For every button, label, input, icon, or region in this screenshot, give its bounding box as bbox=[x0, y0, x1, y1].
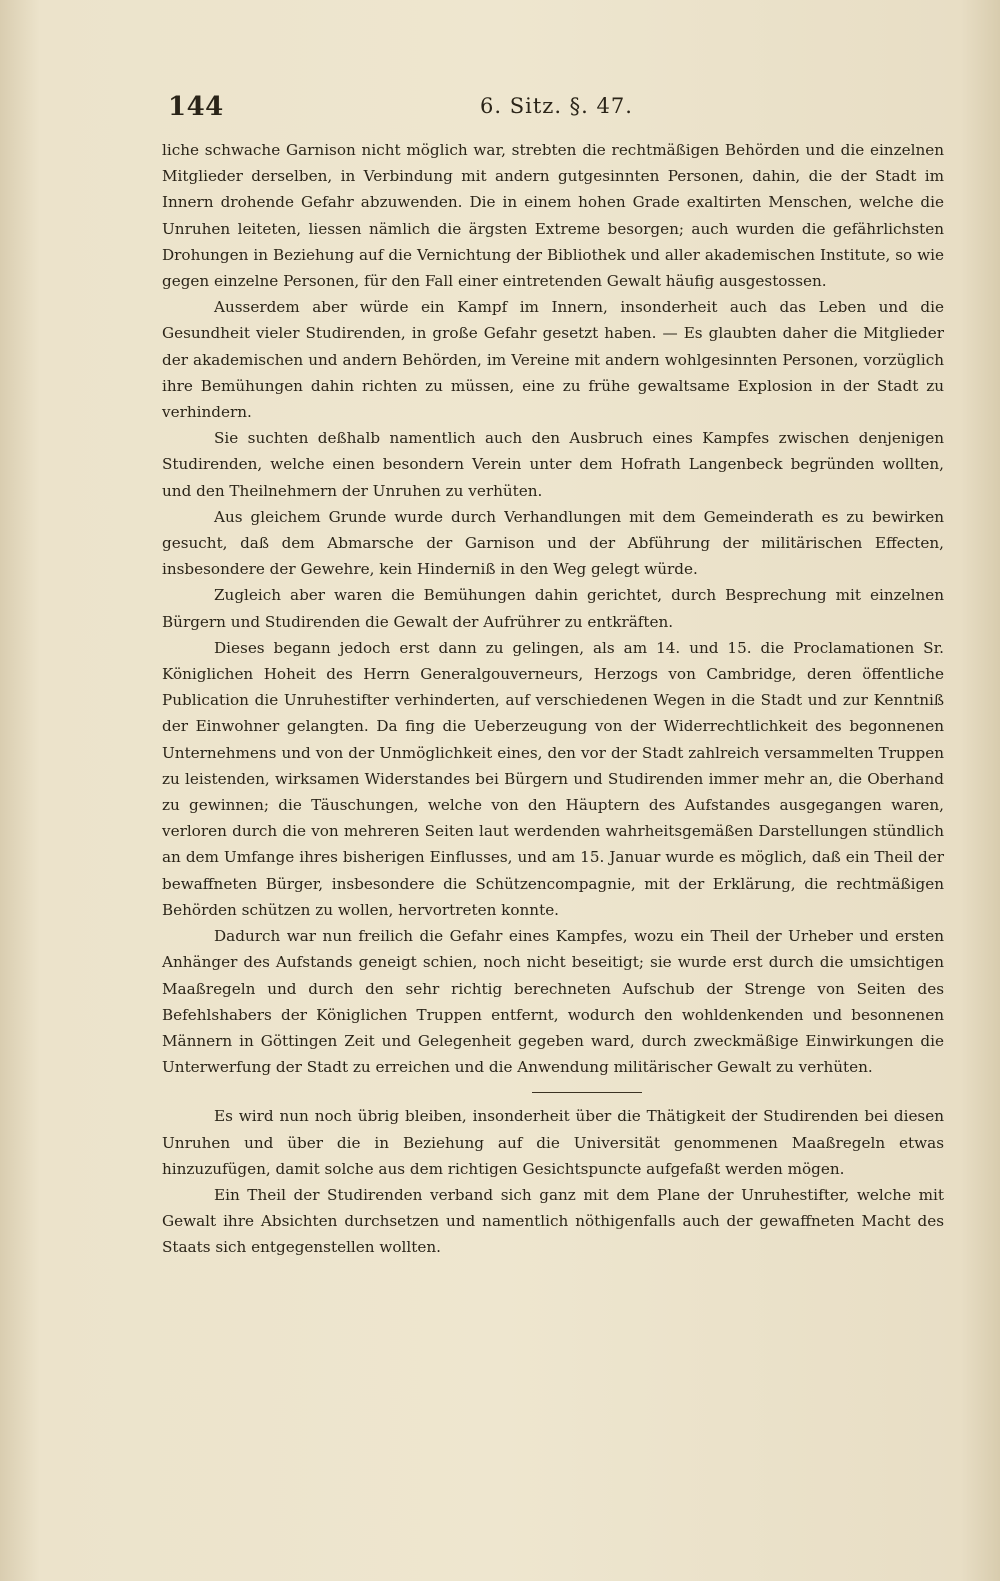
page-number: 144 bbox=[168, 92, 224, 122]
paragraph: Ein Theil der Studirenden verband sich ganz mit dem Plane der Unruhestifter, welche mit Gewalt ihre Absichten durchsetzen und namentlich nöthigenfalls auch der gewaffneten Macht des Staats sich entgegenstellen wollten. bbox=[162, 1185, 944, 1257]
paragraph: Sie suchten deßhalb namentlich auch den Ausbruch eines Kampfes zwischen denjenigen Studirenden, welche einen besondern Verein unter dem Hofrath Langenbeck begründen wollten, und den Theilnehmern der Unruhen zu verhüten. bbox=[162, 429, 944, 500]
page-header bbox=[168, 92, 868, 132]
paragraph: Dieses begann jedoch erst dann zu gelingen, als am 14. und 15. die Proclamationen Sr. Königlichen Hoheit des Herrn Generalgouverneurs, Herzogs von Cambridge, deren öffentliche Publication die Unruhestifter verhinderten, auf verschiedenen Wegen in die Stadt und zur Kenntniß der Einwohner gelangten. Da fing die Ueberzeugung von der Widerrechtlichkeit des begonnenen Unternehmens und von der Unmöglichkeit eines, den vor der Stadt zahlreich versammelten Truppen zu leistenden, wirksamen Widerstandes bei Bürgern und Studirenden immer mehr an, die Oberhand zu gewinnen; die Täuschungen, welche von den Häuptern des Aufstandes ausgegangen waren, verloren durch die von mehreren Seiten laut werdenden wahrheitsgemäßen Darstellungen stündlich an dem Umfange ihres bisherigen Einflusses, und am 15. Januar wurde es möglich, daß ein Theil der bewaffneten Bürger, insbesondere die Schützencompagnie, mit der Erklärung, die rechtmäßigen Behörden schützen zu wollen, hervortreten konnte. bbox=[162, 638, 944, 919]
paragraph: liche schwache Garnison nicht möglich war, strebten die rechtmäßigen Behörden und die einzelnen Mitglieder derselben, in Verbindung mit andern gutgesinnten Personen, dahin, die der Stadt im Innern drohende Gefahr abzuwenden. Die in einem hohen Grade exaltirten Menschen, welche die Unruhen leiteten, liessen nämlich die ärgsten Extreme besorgen; auch wurden die gefährlichsten Drohungen in Beziehung auf die Vernichtung der Bibliothek und aller akademischen Institute, so wie gegen einzelne Personen, für den Fall einer eintretenden Gewalt häufig ausgestossen. bbox=[162, 141, 944, 291]
paragraph: Dadurch war nun freilich die Gefahr eines Kampfes, wozu ein Theil der Urheber und ersten Anhänger des Aufstands geneigt schien, noch nicht beseitigt; sie wurde erst durch die umsichtigen Maaßregeln und durch den sehr richtig berechneten Aufschub der Strenge von Seiten des Befehlshabers der Königlichen Truppen entfernt, wodurch den wohldenkenden und besonnenen Männern in Göttingen Zeit und Gelegenheit gegeben ward, durch zweckmäßige Einwirkungen die Unterwerfung der Stadt zu erreichen und die Anwendung militärischer Gewalt zu verhüten. bbox=[162, 927, 944, 1077]
section-divider bbox=[532, 1092, 642, 1093]
paragraph: Es wird nun noch übrig bleiben, insonderheit über die Thätigkeit der Studirenden bei diesen Unruhen und über die in Beziehung auf die Universität genommenen Maaßregeln etwas hinzuzufügen, damit solche aus dem richtigen Gesichtspuncte aufgefaßt werden mögen. bbox=[162, 1107, 944, 1178]
paragraph: Aus gleichem Grunde wurde durch Verhandlungen mit dem Gemeinderath es zu bewirken gesucht, daß dem Abmarsche der Garnison und der Abführung der militärischen Effecten, insbesondere der Gewehre, kein Hinderniß in den Weg gelegt würde. bbox=[162, 507, 944, 579]
body-text bbox=[162, 137, 944, 1261]
paragraph: Ausserdem aber würde ein Kampf im Innern, insonderheit auch das Leben und die Gesundheit vieler Studirenden, in große Gefahr gesetzt haben. — Es glaubten daher die Mitglieder der akademischen und andern Behörden, im Vereine mit andern wohlgesinnten Personen, vorzüglich ihre Bemühungen dahin richten zu müssen, eine zu frühe gewaltsame Explosion in der Stadt zu verhindern. bbox=[162, 298, 944, 422]
paragraph: Zugleich aber waren die Bemühungen dahin gerichtet, durch Besprechung mit einzelnen Bürgern und Studirenden die Gewalt der Aufrührer zu entkräften. bbox=[162, 586, 944, 631]
running-head: 6. Sitz. §. 47. bbox=[480, 94, 633, 118]
